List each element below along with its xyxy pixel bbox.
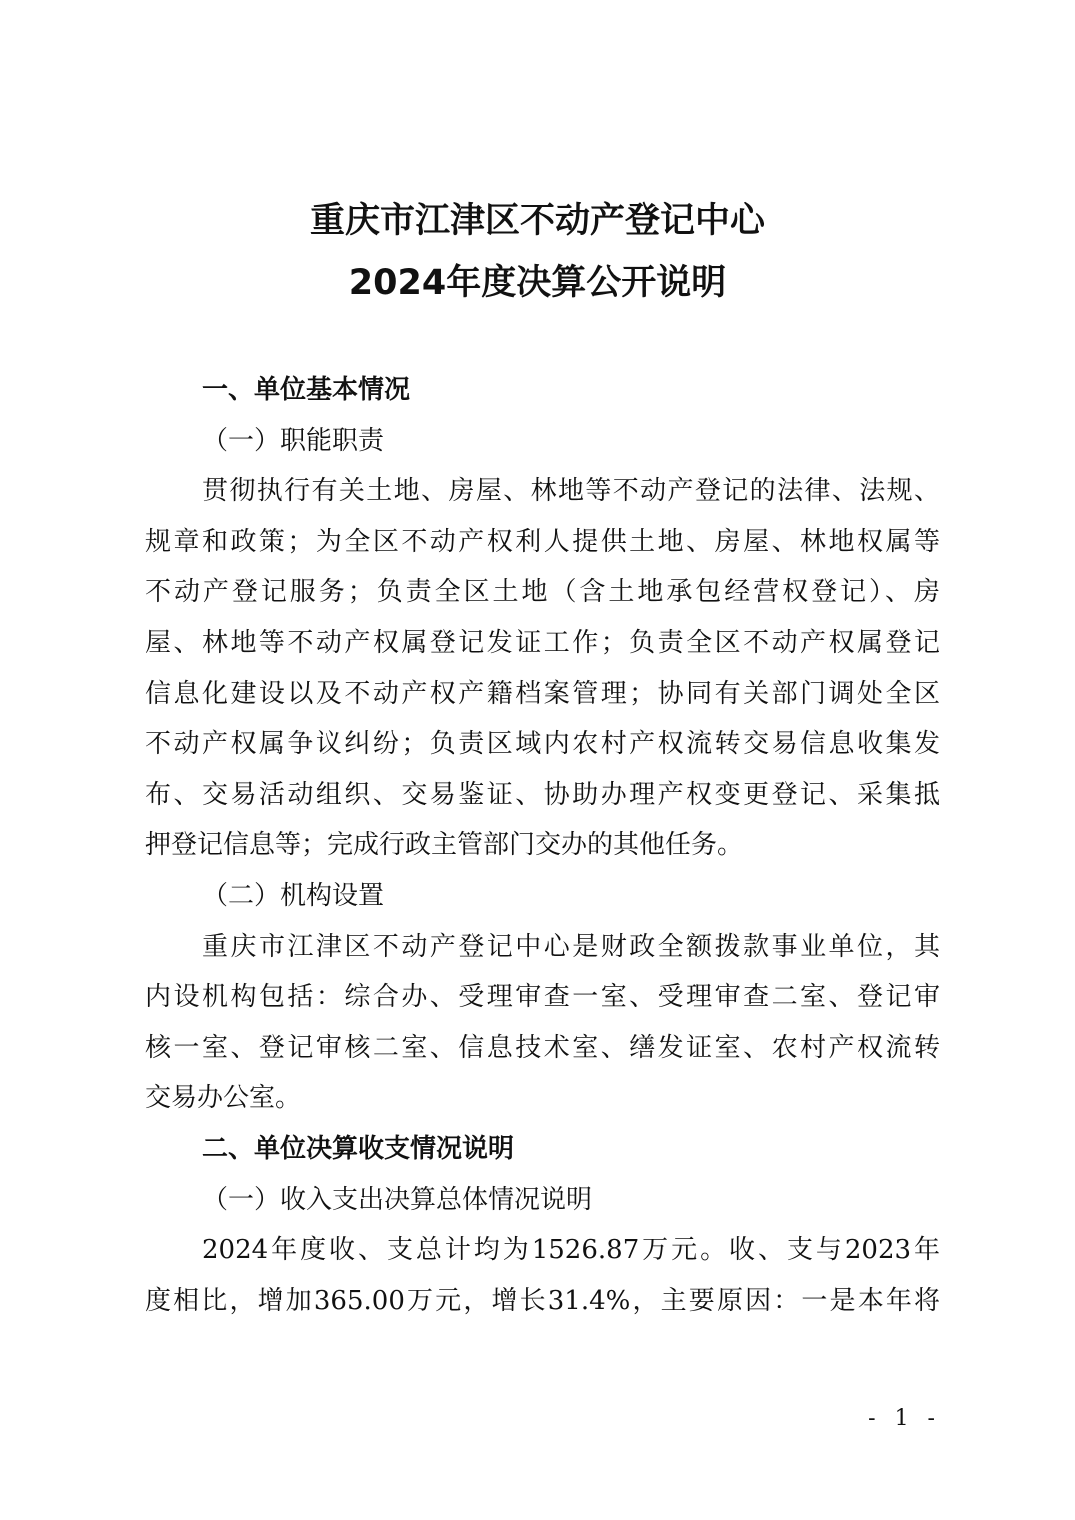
paragraph-line: 信息化建设以及不动产权产籍档案管理；协同有关部门调处全区 (145, 678, 940, 709)
paragraph-line: 布、交易活动组织、交易鉴证、协助办理产权变更登记、采集抵 (145, 779, 940, 810)
paragraph-line: 2024年度收、支总计均为1526.87万元。收、支与2023年 (202, 1235, 940, 1266)
paragraph-line: 度相比，增加365.00万元，增长31.4%，主要原因：一是本年将 (145, 1285, 940, 1316)
paragraph-line: 押登记信息等；完成行政主管部门交办的其他任务。 (145, 830, 744, 861)
document-title-line-2: 2024年度决算公开说明 (348, 263, 727, 303)
section-heading-budget-accounts: 二、单位决算收支情况说明 (202, 1133, 515, 1164)
subsection-heading-functions: （一）职能职责 (202, 425, 385, 456)
paragraph-line: 内设机构包括：综合办、受理审查一室、受理审查二室、登记审 (145, 982, 940, 1013)
subsection-heading-income-expenditure: （一）收入支出决算总体情况说明 (202, 1184, 593, 1215)
paragraph-line: 重庆市江津区不动产登记中心是财政全额拨款事业单位，其 (202, 931, 940, 962)
paragraph-line: 核一室、登记审核二室、信息技术室、缮发证室、农村产权流转 (145, 1032, 940, 1063)
subsection-heading-organization: （二）机构设置 (202, 880, 385, 911)
paragraph-line: 不动产权属争议纠纷；负责区域内农村产权流转交易信息收集发 (145, 729, 940, 760)
section-heading-unit-basics: 一、单位基本情况 (202, 375, 411, 405)
page-number: - 1 - (868, 1406, 941, 1431)
paragraph-line: 规章和政策；为全区不动产权利人提供土地、房屋、林地权属等 (145, 526, 940, 557)
paragraph-line: 贯彻执行有关土地、房屋、林地等不动产登记的法律、法规、 (202, 476, 940, 507)
document-title-line-1: 重庆市江津区不动产登记中心 (309, 201, 765, 241)
document-body (145, 365, 940, 1326)
paragraph-line: 交易办公室。 (145, 1083, 302, 1114)
paragraph-line: 不动产登记服务；负责全区土地（含土地承包经营权登记）、房 (145, 577, 940, 608)
paragraph-line: 屋、林地等不动产权属登记发证工作；负责全区不动产权属登记 (145, 627, 940, 658)
